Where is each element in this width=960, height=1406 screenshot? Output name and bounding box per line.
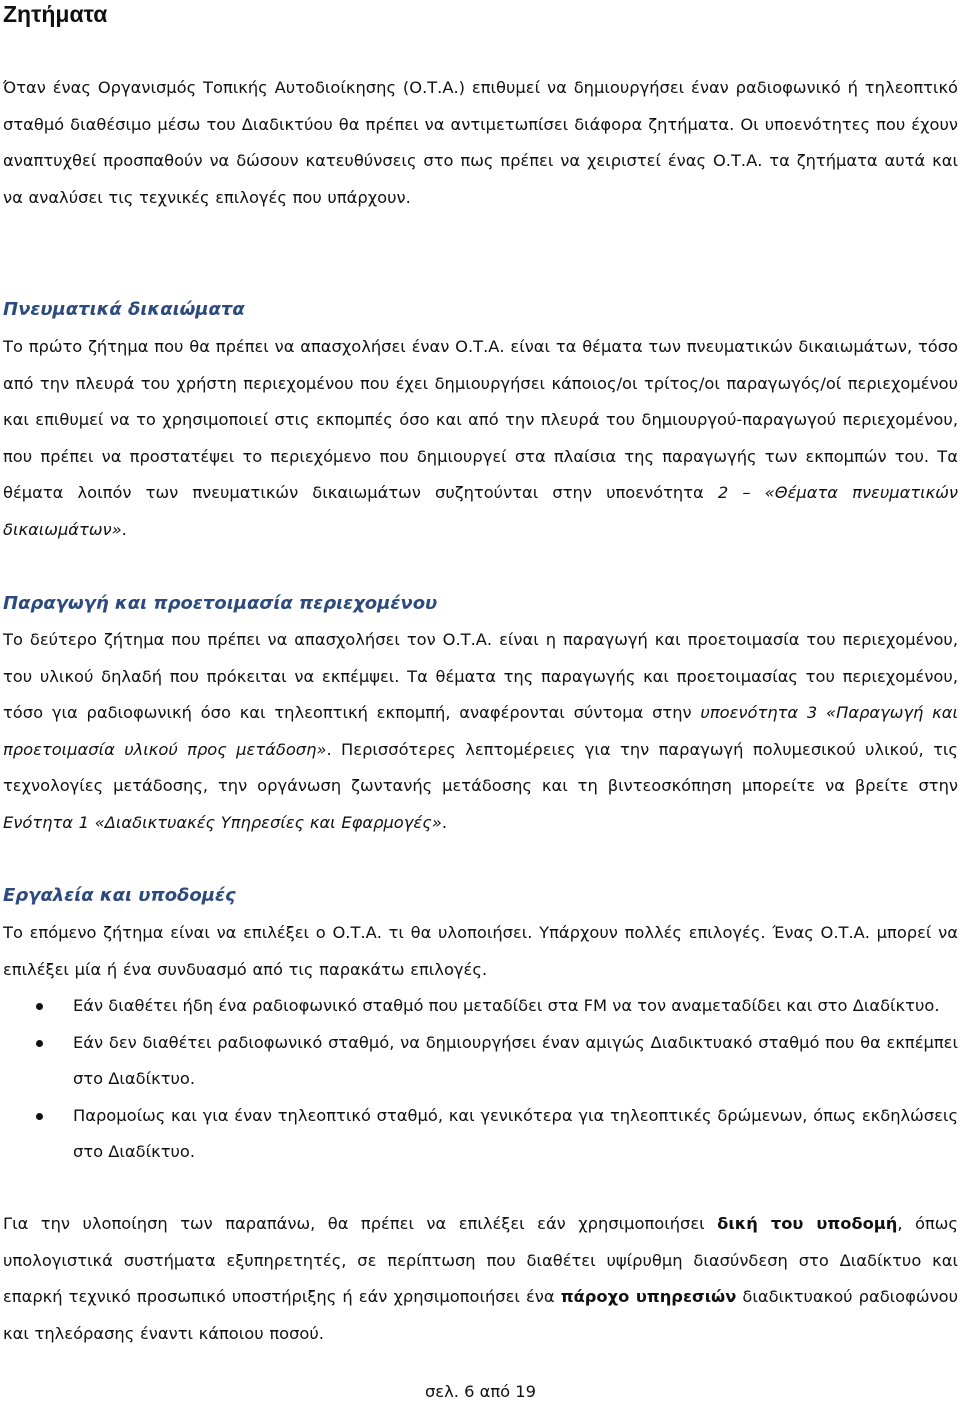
closing-text-1: Για την υλοποίηση των παραπάνω, θα πρέπει να επιλέξει εάν χρησιμοποιήσει	[3, 1214, 718, 1233]
production-text-1: Το δεύτερο ζήτημα που πρέπει να απασχολήσει τον Ο.Τ.Α. είναι η παραγωγή και προετοιμασία του περιεχομένου, του υλικού δηλαδή που πρόκειται να εκπέμψει. Τα θέματα της παραγωγής και προετοιμασίας του περιεχομένου, τόσο για ραδιοφωνική όσο και τηλεοπτική εκπομπή, αναφέρονται σύντομα στην	[3, 630, 958, 723]
list-item	[3, 988, 958, 1025]
own-infrastructure-emphasis: δική του υποδομή	[717, 1214, 898, 1233]
list-item	[3, 1025, 958, 1098]
rights-text: Το πρώτο ζήτημα που θα πρέπει να απασχολήσει έναν Ο.Τ.Α. είναι τα θέματα των πνευματικών δικαιωμάτων, τόσο από την πλευρά του χρήστη περιεχομένου που έχει δημιουργήσει κάποιος/οι τρίτος/οι παραγωγός/οί περιεχομένου και επιθυμεί να το χρησιμοποιεί στις εκπομπές όσο και από την πλευρά του δημιουργού-παραγωγού περιεχομένου, που πρέπει να προστατέψει το περιεχόμενο που δημιουργεί στα πλαίσια της παραγωγής των εκπομπών του. Τα θέματα λοιπόν των πνευματικών δικαιωμάτων συζητούνται στην υποενότητα	[3, 337, 958, 503]
production-reference-1: υποενότητα 3 «Παραγωγή και προετοιμασία υλικού προς μετάδοση»	[3, 703, 958, 759]
section-heading-rights: Πνευματικά δικαιώματα	[3, 299, 245, 320]
closing-paragraph	[3, 1206, 958, 1352]
service-provider-emphasis: πάροχο υπηρεσιών	[560, 1287, 737, 1307]
list-item-text: Εάν δεν διαθέτει ραδιοφωνικό σταθμό, να δημιουργήσει έναν αμιγώς Διαδικτυακό σταθμό που θα εκπέμπει στο Διαδίκτυο.	[73, 1032, 958, 1089]
production-paragraph	[3, 622, 958, 842]
production-text-2: . Περισσότερες λεπτομέρειες για την παραγωγή πολυμεσικού υλικού, τις τεχνολογίες μετάδοσης, την οργάνωση ζωντανής μετάδοσης και τη βιντεοσκόπηση μπορείτε να βρείτε στην	[3, 739, 958, 796]
tools-paragraph: Το επόμενο ζήτημα είναι να επιλέξει ο Ο.Τ.Α. τι θα υλοποιήσει. Υπάρχουν πολλές επιλογές. Ένας Ο.Τ.Α. μπορεί να επιλέξει μία ή ένα συνδυασμό από τις παρακάτω επιλογές.	[3, 923, 958, 979]
rights-paragraph	[3, 329, 958, 549]
list-item	[3, 1098, 958, 1171]
list-item-text: Παρομοίως και για έναν τηλεοπτικό σταθμό, και γενικότερα για τηλεοπτικές δρώμενων, όπως εκδηλώσεις στο Διαδίκτυο.	[73, 1105, 958, 1162]
list-item-text: Εάν διαθέτει ήδη ένα ραδιοφωνικό σταθμό που μεταδίδει στα FM να τον αναμεταδίδει και στο Διαδίκτυο.	[73, 996, 940, 1015]
section-heading-production: Παραγωγή και προετοιμασία περιεχομένου	[3, 593, 438, 614]
options-list	[3, 988, 958, 1171]
page-title: Ζητήματα	[3, 1, 108, 27]
rights-end: .	[121, 519, 127, 539]
bullet-icon	[36, 1113, 43, 1120]
closing-text-3: διαδικτυακού ραδιοφώνου και τηλεόρασης έναντι κάποιου ποσού.	[3, 1287, 958, 1343]
production-end: .	[441, 812, 447, 832]
rights-reference: 2 – «Θέματα πνευματικών δικαιωμάτων»	[3, 483, 958, 539]
page-number: σελ. 6 από 19	[424, 1382, 537, 1401]
bullet-icon	[36, 1003, 43, 1010]
closing-text-2: , όπως υπολογιστικά συστήματα εξυπηρετητές, σε περίπτωση που διαθέτει υψίρυθμη διασύνδεση στο Διαδίκτυο και επαρκή τεχνικό προσωπικό υποστήριξης ή εάν χρησιμοποιήσει ένα	[3, 1214, 958, 1307]
section-heading-tools: Εργαλεία και υποδομές	[3, 885, 236, 906]
bullet-icon	[36, 1040, 43, 1047]
production-reference-2: Ενότητα 1 «Διαδικτυακές Υπηρεσίες και Εφαρμογές»	[3, 812, 442, 832]
intro-paragraph: Όταν ένας Οργανισμός Τοπικής Αυτοδιοίκησης (Ο.Τ.Α.) επιθυμεί να δημιουργήσει έναν ραδιοφωνικό ή τηλεοπτικό σταθμό διαθέσιμο μέσω του Διαδικτύου θα πρέπει να αντιμετωπίσει διάφορα ζητήματα. Οι υποενότητες που έχουν αναπτυχθεί προσπαθούν να δώσουν κατευθύνσεις στο πως πρέπει να χειριστεί ένας Ο.Τ.Α. τα ζητήματα αυτά και να αναλύσει τις τεχνικές επιλογές που υπάρχουν.	[3, 78, 958, 207]
